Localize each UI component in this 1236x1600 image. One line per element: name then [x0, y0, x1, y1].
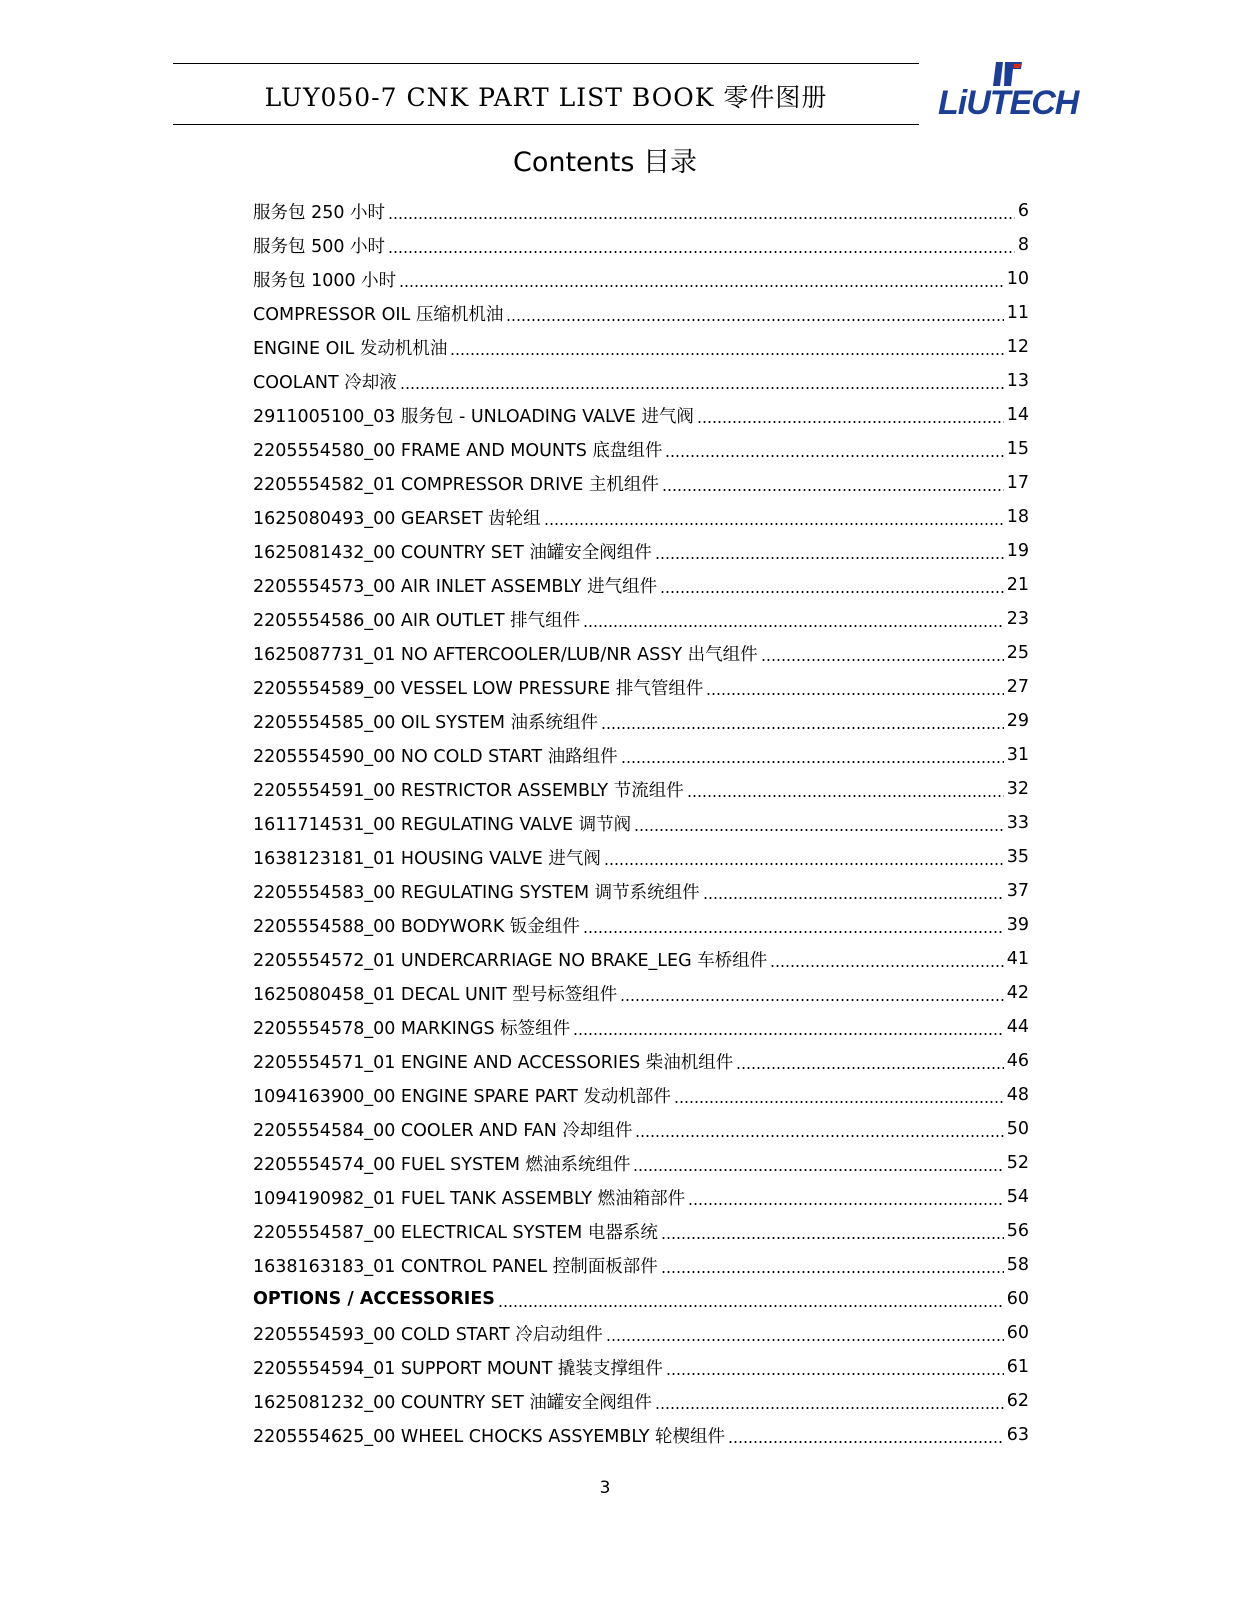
- toc-entry[interactable]: [253, 636, 1029, 670]
- document-title: LUY050-7 CNK PART LIST BOOK 零件图册: [264, 83, 828, 112]
- toc-dot-leader: [506, 319, 1003, 321]
- toc-entry[interactable]: [253, 1146, 1029, 1180]
- toc-entry-label: 2205554585_00 OIL SYSTEM 油系统组件: [253, 712, 598, 733]
- toc-entry[interactable]: [253, 874, 1029, 908]
- toc-dot-leader: [666, 1373, 1004, 1375]
- toc-dot-leader: [655, 557, 1004, 559]
- toc-entry-label: 服务包 500 小时: [253, 236, 386, 257]
- toc-entry[interactable]: [253, 1384, 1029, 1418]
- toc-dot-leader: [736, 1067, 1003, 1069]
- toc-entry-page: 27: [1006, 677, 1029, 697]
- table-of-contents: [253, 194, 1029, 1452]
- toc-entry-page: 31: [1006, 745, 1029, 765]
- toc-dot-leader: [544, 523, 1004, 525]
- toc-entry-page: 42: [1006, 983, 1029, 1003]
- toc-entry-label: 服务包 250 小时: [253, 202, 386, 223]
- toc-entry-page: 60: [1006, 1323, 1029, 1343]
- toc-entry-label: 1094163900_00 ENGINE SPARE PART 发动机部件: [253, 1086, 671, 1107]
- toc-entry[interactable]: [253, 330, 1029, 364]
- liutech-logo: [938, 58, 1078, 122]
- toc-entry-label: 2205554588_00 BODYWORK 钣金组件: [253, 916, 580, 937]
- toc-entry-label: 2205554586_00 AIR OUTLET 排气组件: [253, 610, 581, 631]
- contents-heading: Contents 目录: [512, 147, 698, 178]
- toc-entry[interactable]: [253, 1044, 1029, 1078]
- toc-entry[interactable]: [253, 840, 1029, 874]
- toc-entry[interactable]: [253, 704, 1029, 738]
- toc-entry-label: 2205554591_00 RESTRICTOR ASSEMBLY 节流组件: [253, 780, 684, 801]
- toc-entry[interactable]: [253, 1180, 1029, 1214]
- toc-dot-leader: [770, 965, 1003, 967]
- toc-dot-leader: [601, 727, 1004, 729]
- toc-entry-label: 2205554584_00 COOLER AND FAN 冷却组件: [253, 1120, 633, 1141]
- toc-entry[interactable]: [253, 942, 1029, 976]
- toc-dot-leader: [697, 421, 1004, 423]
- toc-entry-label: 1638163183_01 CONTROL PANEL 控制面板部件: [253, 1256, 658, 1277]
- toc-entry-page: 39: [1006, 915, 1029, 935]
- toc-entry-page: 23: [1006, 609, 1029, 629]
- toc-entry-label: 服务包 1000 小时: [253, 270, 397, 291]
- toc-entry-page: 44: [1006, 1017, 1029, 1037]
- toc-entry-label: COOLANT 冷却液: [253, 372, 397, 393]
- toc-dot-leader: [634, 829, 1004, 831]
- toc-entry-label: 2205554578_00 MARKINGS 标签组件: [253, 1018, 571, 1039]
- toc-entry[interactable]: [253, 1214, 1029, 1248]
- toc-entry[interactable]: [253, 194, 1029, 228]
- toc-entry-label: 2205554594_01 SUPPORT MOUNT 撬装支撑组件: [253, 1358, 663, 1379]
- toc-entry-page: 15: [1006, 439, 1029, 459]
- toc-entry[interactable]: [253, 908, 1029, 942]
- toc-entry-page: 46: [1006, 1051, 1029, 1071]
- toc-entry-label: ENGINE OIL 发动机机油: [253, 338, 448, 359]
- toc-dot-leader: [400, 387, 1004, 389]
- toc-dot-leader: [635, 1135, 1003, 1137]
- toc-entry[interactable]: [253, 602, 1029, 636]
- toc-entry-page: 29: [1006, 711, 1029, 731]
- toc-entry-label: 2205554583_00 REGULATING SYSTEM 调节系统组件: [253, 882, 700, 903]
- toc-entry-label: 1638123181_01 HOUSING VALVE 进气阀: [253, 848, 601, 869]
- toc-entry-label: 1625080458_01 DECAL UNIT 型号标签组件: [253, 984, 618, 1005]
- toc-entry[interactable]: [253, 296, 1029, 330]
- toc-entry-label: 2205554580_00 FRAME AND MOUNTS 底盘组件: [253, 440, 663, 461]
- page-header: [173, 63, 919, 125]
- toc-entry-page: 19: [1006, 541, 1029, 561]
- toc-entry[interactable]: [253, 568, 1029, 602]
- toc-entry[interactable]: [253, 738, 1029, 772]
- toc-entry-label: 2205554593_00 COLD START 冷启动组件: [253, 1324, 603, 1345]
- toc-entry-label: 2205554574_00 FUEL SYSTEM 燃油系统组件: [253, 1154, 631, 1175]
- toc-entry[interactable]: [253, 1350, 1029, 1384]
- toc-entry-page: 62: [1006, 1391, 1029, 1411]
- toc-dot-leader: [620, 999, 1003, 1001]
- toc-entry-page: 58: [1006, 1255, 1029, 1275]
- toc-dot-leader: [688, 1203, 1004, 1205]
- toc-entry-page: 35: [1006, 847, 1029, 867]
- toc-entry-page: 10: [1006, 269, 1029, 289]
- toc-entry-page: 25: [1006, 643, 1029, 663]
- toc-entry[interactable]: [253, 228, 1029, 262]
- toc-entry-label: 2205554587_00 ELECTRICAL SYSTEM 电器系统: [253, 1222, 658, 1243]
- toc-entry-label: 1625081232_00 COUNTRY SET 油罐安全阀组件: [253, 1392, 652, 1413]
- toc-dot-leader: [583, 931, 1004, 933]
- toc-entry-label: 1611714531_00 REGULATING VALVE 调节阀: [253, 814, 632, 835]
- toc-entry-page: 37: [1006, 881, 1029, 901]
- toc-entry[interactable]: [253, 976, 1029, 1010]
- toc-entry-page: 32: [1006, 779, 1029, 799]
- toc-dot-leader: [662, 489, 1004, 491]
- toc-entry-page: 18: [1006, 507, 1029, 527]
- toc-entry[interactable]: [253, 1282, 1029, 1316]
- toc-entry[interactable]: [253, 466, 1029, 500]
- toc-dot-leader: [388, 251, 1015, 253]
- toc-dot-leader: [703, 897, 1004, 899]
- toc-entry[interactable]: [253, 806, 1029, 840]
- toc-entry[interactable]: [253, 1112, 1029, 1146]
- toc-entry[interactable]: [253, 1248, 1029, 1282]
- toc-entry-label: 2205554573_00 AIR INLET ASSEMBLY 进气组件: [253, 576, 658, 597]
- toc-entry[interactable]: [253, 364, 1029, 398]
- toc-dot-leader: [706, 693, 1003, 695]
- toc-entry-label: 1094190982_01 FUEL TANK ASSEMBLY 燃油箱部件: [253, 1188, 686, 1209]
- toc-entry[interactable]: [253, 1010, 1029, 1044]
- toc-dot-leader: [660, 591, 1004, 593]
- toc-entry-page: 60: [1006, 1289, 1029, 1309]
- toc-entry-page: 17: [1006, 473, 1029, 493]
- toc-entry-page: 6: [1017, 201, 1029, 221]
- toc-entry[interactable]: [253, 534, 1029, 568]
- toc-entry-label: 2205554625_00 WHEEL CHOCKS ASSYEMBLY 轮楔组件: [253, 1426, 726, 1447]
- toc-entry-page: 14: [1006, 405, 1029, 425]
- toc-entry-page: 50: [1006, 1119, 1029, 1139]
- toc-entry[interactable]: [253, 432, 1029, 466]
- toc-entry[interactable]: [253, 262, 1029, 296]
- toc-entry-label: COMPRESSOR OIL 压缩机机油: [253, 304, 504, 325]
- toc-dot-leader: [661, 1237, 1004, 1239]
- toc-entry-page: 33: [1006, 813, 1029, 833]
- toc-entry-page: 52: [1006, 1153, 1029, 1173]
- toc-dot-leader: [604, 863, 1004, 865]
- toc-entry[interactable]: [253, 1316, 1029, 1350]
- toc-entry-page: 48: [1006, 1085, 1029, 1105]
- toc-dot-leader: [606, 1339, 1004, 1341]
- toc-dot-leader: [388, 217, 1015, 219]
- toc-dot-leader: [498, 1305, 1004, 1307]
- toc-entry-label: 2205554572_01 UNDERCARRIAGE NO BRAKE_LEG 车桥组件: [253, 950, 768, 971]
- toc-entry[interactable]: [253, 1078, 1029, 1112]
- toc-entry[interactable]: [253, 500, 1029, 534]
- toc-dot-leader: [665, 455, 1003, 457]
- toc-dot-leader: [573, 1033, 1004, 1035]
- toc-entry[interactable]: [253, 1418, 1029, 1452]
- toc-entry[interactable]: [253, 772, 1029, 806]
- toc-entry-label: 2205554582_01 COMPRESSOR DRIVE 主机组件: [253, 474, 659, 495]
- toc-dot-leader: [687, 795, 1004, 797]
- toc-entry-label: 1625087731_01 NO AFTERCOOLER/LUB/NR ASSY 出气组件: [253, 644, 758, 665]
- toc-entry-label: 1625080493_00 GEARSET 齿轮组: [253, 508, 541, 529]
- toc-entry-page: 41: [1006, 949, 1029, 969]
- toc-entry-label: 2205554571_01 ENGINE AND ACCESSORIES 柴油机组件: [253, 1052, 734, 1073]
- toc-entry-page: 13: [1006, 371, 1029, 391]
- toc-entry-page: 54: [1006, 1187, 1029, 1207]
- toc-dot-leader: [655, 1407, 1004, 1409]
- page-number: 3: [599, 1478, 611, 1498]
- logo-wordmark: LiUTECH: [938, 84, 1079, 122]
- toc-dot-leader: [621, 761, 1004, 763]
- toc-dot-leader: [450, 353, 1003, 355]
- toc-dot-leader: [761, 659, 1004, 661]
- toc-entry-page: 63: [1006, 1425, 1029, 1445]
- toc-entry-label: 2205554589_00 VESSEL LOW PRESSURE 排气管组件: [253, 678, 704, 699]
- toc-entry-page: 12: [1006, 337, 1029, 357]
- toc-entry-page: 56: [1006, 1221, 1029, 1241]
- toc-dot-leader: [674, 1101, 1004, 1103]
- toc-entry[interactable]: [253, 670, 1029, 704]
- toc-dot-leader: [583, 625, 1004, 627]
- toc-entry[interactable]: [253, 398, 1029, 432]
- toc-dot-leader: [399, 285, 1004, 287]
- toc-entry-label: OPTIONS / ACCESSORIES: [253, 1289, 495, 1309]
- toc-entry-page: 8: [1017, 235, 1029, 255]
- toc-entry-label: 2911005100_03 服务包 - UNLOADING VALVE 进气阀: [253, 406, 694, 427]
- toc-entry-label: 1625081432_00 COUNTRY SET 油罐安全阀组件: [253, 542, 652, 563]
- toc-entry-page: 11: [1006, 303, 1029, 323]
- toc-dot-leader: [728, 1441, 1004, 1443]
- toc-entry-page: 21: [1006, 575, 1029, 595]
- toc-dot-leader: [633, 1169, 1003, 1171]
- toc-entry-page: 61: [1006, 1357, 1029, 1377]
- toc-dot-leader: [661, 1271, 1004, 1273]
- toc-entry-label: 2205554590_00 NO COLD START 油路组件: [253, 746, 618, 767]
